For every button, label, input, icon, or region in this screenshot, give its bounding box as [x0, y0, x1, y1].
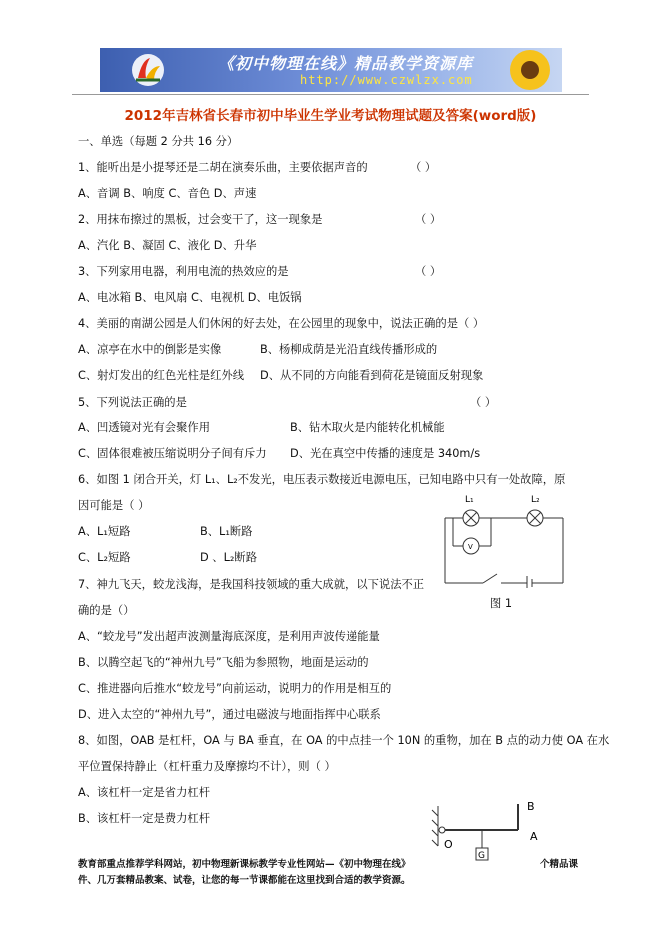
figure1-caption: 图 1 — [490, 597, 513, 610]
voltmeter-label: V — [468, 543, 473, 551]
circuit-figure — [435, 488, 575, 588]
q4-option-c: C、射灯发出的红色光柱是红外线 — [78, 369, 245, 382]
footer-line1: 教育部重点推荐学科网站，初中物理新课标教学专业性网站—《初中物理在线》 — [78, 859, 411, 870]
q2-options: A、汽化 B、凝固 C、液化 D、升华 — [78, 239, 257, 252]
q5-answer-paren: （ ） — [470, 396, 497, 409]
footer-line2: 件、几万套精品教案、试卷，让您的每一节课都能在这里找到合适的教学资源。 — [78, 875, 411, 886]
q7-option-a: A、“蛟龙号”发出超声波测量海底深度，是利用声波传递能量 — [78, 630, 380, 643]
q6-stem-line1: 6、如图 1 闭合开关，灯 L₁、L₂不发光，电压表示数接近电源电压，已知电路中只有一处故障，原 — [78, 473, 566, 486]
q8-stem-line1: 8、如图，OAB 是杠杆，OA 与 BA 垂直，在 OA 的中点挂一个 10N 的重物，加在 B 点的动力使 OA 在水 — [78, 734, 610, 747]
q8-option-a: A、该杠杆一定是省力杠杆 — [78, 786, 210, 799]
banner-title: 《初中物理在线》精品教学资源库 — [218, 54, 474, 73]
q4-option-b: B、杨柳成荫是光沿直线传播形成的 — [260, 343, 438, 356]
footer-line1-tail: 个精品课 — [540, 859, 579, 870]
q8-stem-line2: 平位置保持静止（杠杆重力及摩擦均不计），则（ ） — [78, 760, 336, 773]
q2-answer-paren: （ ） — [415, 213, 442, 226]
q5-option-c: C、固体很难被压缩说明分子间有斥力 — [78, 447, 267, 460]
q6-option-c: C、L₂短路 — [78, 551, 131, 564]
site-banner[interactable] — [100, 48, 562, 92]
banner-underline — [72, 94, 589, 95]
q7-option-d: D、进入太空的“神州九号”，通过电磁波与地面指挥中心联系 — [78, 708, 381, 721]
q6-option-a: A、L₁短路 — [78, 525, 131, 538]
page-title: 2012年吉林省长春市初中毕业生学业考试物理试题及答案(word版) — [124, 108, 537, 124]
q7-option-c: C、推进器向后推水“蛟龙号”向前运动，说明力的作用是相互的 — [78, 682, 392, 695]
q5-option-b: B、钻木取火是内能转化机械能 — [290, 421, 445, 434]
q1-answer-paren: （ ） — [410, 161, 437, 174]
site-logo-icon — [130, 52, 166, 88]
q8-option-b: B、该杠杆一定是费力杠杆 — [78, 812, 211, 825]
sunflower-icon — [500, 48, 562, 92]
section-heading: 一、单选（每题 2 分共 16 分） — [78, 135, 239, 148]
q1-options: A、音调 B、响度 C、音色 D、声速 — [78, 187, 257, 200]
q4-option-d: D、从不同的方向能看到荷花是镜面反射现象 — [260, 369, 484, 382]
q3-options: A、电冰箱 B、电风扇 C、电视机 D、电饭锅 — [78, 291, 302, 304]
lever-point-a-label: A — [530, 830, 538, 843]
q7-option-b: B、以腾空起飞的“神州九号”飞船为参照物，地面是运动的 — [78, 656, 369, 669]
lamp-l1-label: L₁ — [465, 495, 474, 505]
q4-stem: 4、美丽的南湖公园是人们休闲的好去处，在公园里的现象中，说法正确的是（ ） — [78, 317, 485, 330]
q7-stem-line1: 7、神九飞天，蛟龙浅海，是我国科技领域的重大成就，以下说法不正 — [78, 578, 425, 591]
q7-stem-line2: 确的是（） — [78, 604, 135, 617]
lamp-l2-label: L₂ — [531, 495, 540, 505]
q5-option-d: D、光在真空中传播的速度是 340m/s — [290, 447, 481, 460]
q4-option-a: A、凉亭在水中的倒影是实像 — [78, 343, 222, 356]
q6-stem-line2: 因可能是（ ） — [78, 499, 150, 512]
lever-point-o-label: O — [444, 838, 453, 851]
q3-stem: 3、下列家用电器，利用电流的热效应的是 — [78, 265, 289, 278]
q5-stem: 5、下列说法正确的是 — [78, 396, 187, 409]
q6-option-b: B、L₁断路 — [200, 525, 253, 538]
lever-figure — [428, 796, 548, 866]
q5-option-a: A、凹透镜对光有会聚作用 — [78, 421, 210, 434]
q2-stem: 2、用抹布擦过的黑板，过会变干了，这一现象是 — [78, 213, 323, 226]
weight-g-label: G — [478, 851, 485, 861]
q1-stem: 1、能听出是小提琴还是二胡在演奏乐曲，主要依据声音的 — [78, 161, 368, 174]
lever-point-b-label: B — [527, 800, 535, 813]
q6-option-d: D 、L₂断路 — [200, 551, 258, 564]
banner-url-link[interactable]: http://www.czwlzx.com — [300, 73, 473, 87]
q3-answer-paren: （ ） — [415, 265, 442, 278]
